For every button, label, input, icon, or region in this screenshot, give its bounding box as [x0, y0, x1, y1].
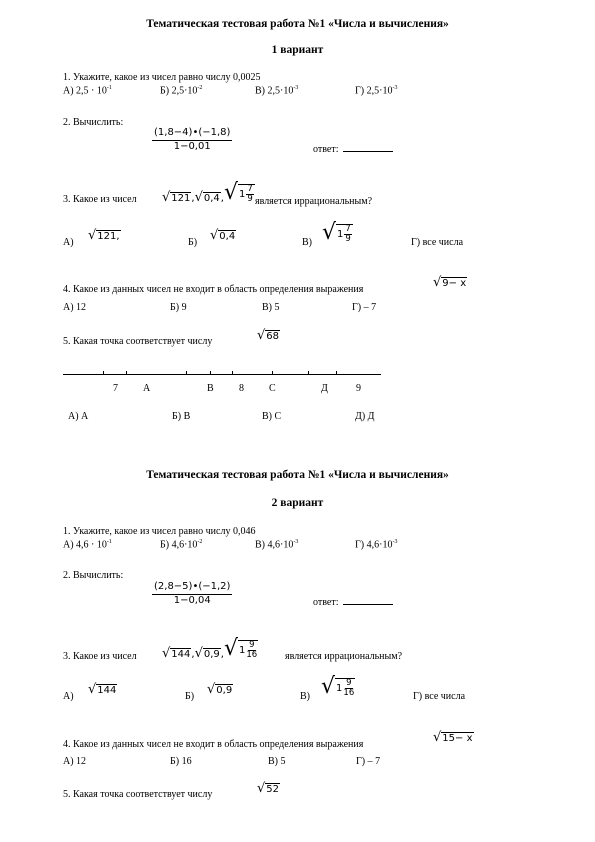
variant2-title: Тематическая тестовая работа №1 «Числа и вычисления» — [146, 469, 449, 481]
v2-q4-option-b: Б) 16 — [170, 756, 192, 767]
v1-tick — [210, 371, 211, 374]
v1-q3-sqrt-2: √ 0,4 — [194, 190, 220, 205]
v1-q3-option-c: √ 1 $\frac{7}{9}$ — [322, 220, 351, 245]
v2-q2-numerator: (2,8−5)•(−1,2) — [152, 581, 232, 595]
v1-q5-text: 5. Какая точка соответствует числу — [63, 336, 213, 347]
v1-tick — [126, 371, 127, 374]
v1-tick — [103, 371, 104, 374]
v1-point-label: Д — [321, 383, 328, 394]
v1-q4-option-a: А) 12 — [63, 302, 87, 313]
v1-q3-option-a-label: А) — [63, 237, 74, 248]
v1-q2-answer: ответ: — [313, 143, 393, 155]
v2-q4-text: 4. Какое из данных чисел не входит в область определения выражения — [63, 739, 364, 750]
v2-q3-option-a: √ 144 — [88, 682, 117, 697]
v2-q4-option-d: Г) – 7 — [356, 756, 381, 767]
v1-q4-expression: √ 9− x — [433, 275, 467, 290]
v1-point-label: 9 — [356, 383, 361, 394]
v1-q5-option-d: Д) Д — [355, 411, 375, 422]
v2-q4-option-c: В) 5 — [268, 756, 286, 767]
v2-q3-sqrt-3: √ 1 $\frac{9}{16}$ — [223, 636, 258, 661]
v1-q1-option-c: В) $2,5\cdot 10^{-3}$ — [255, 85, 299, 97]
v1-tick — [336, 371, 337, 374]
v2-q3-option-a-label: А) — [63, 691, 74, 702]
v2-q1-option-d: Г) $4,6\cdot 10^{-3}$ — [355, 539, 398, 551]
v1-q3-numbers: √ 121 , √ 0,4 , √ 1 $\frac{7}{9}$ — [162, 180, 253, 205]
v2-q1-option-a: А) $4,6 \cdot 10^{-1}$ — [63, 539, 112, 551]
v2-q3-sqrt-1: √ 144 — [162, 646, 191, 661]
v1-tick — [186, 371, 187, 374]
variant2-label: 2 вариант — [271, 497, 324, 509]
v1-point-label: 8 — [239, 383, 244, 394]
v1-q3-option-a: √ 121, — [88, 228, 120, 243]
v1-q3-option-b: √ 0,4 — [210, 228, 236, 243]
v1-point-label: В — [207, 383, 214, 394]
v1-q5-option-a: А) А — [68, 411, 89, 422]
v1-q1-option-b: Б) $2,5\cdot 10^{-2}$ — [160, 85, 203, 97]
v2-q3-option-b: √ 0,9 — [207, 682, 233, 697]
v1-q1-option-a: А) $2,5 \cdot 10^{-1}$ — [63, 85, 112, 97]
v1-q3-sqrt-3: √ 1 $\frac{7}{9}$ — [223, 180, 253, 205]
v2-q1-option-c: В) $4,6\cdot 10^{-3}$ — [255, 539, 299, 551]
v2-q1-option-b: Б) $4,6\cdot 10^{-2}$ — [160, 539, 203, 551]
v1-q2-fraction — [152, 127, 232, 153]
v1-q2-numerator: (1,8−4)•(−1,8) — [152, 127, 232, 141]
v2-q3-option-c-label: В) — [300, 691, 310, 702]
v2-q3-sqrt-2: √ 0,9 — [194, 646, 220, 661]
v1-q4-text: 4. Какое из данных чисел не входит в область определения выражения — [63, 284, 364, 295]
v2-q3-prefix: 3. Какое из чисел — [63, 651, 137, 662]
v1-q4-option-b: Б) 9 — [170, 302, 187, 313]
v2-q3-numbers: √ 144 , √ 0,9 , √ 1 $\frac{9}{16}$ — [162, 636, 258, 661]
v1-q3-suffix: является иррациональным? — [255, 196, 373, 207]
v1-point-label: 7 — [113, 383, 118, 394]
v1-q3-option-c-label: В) — [302, 237, 312, 248]
v1-q3-prefix: 3. Какое из чисел — [63, 194, 137, 205]
v2-q5-sqrt: √ 52 — [257, 781, 280, 796]
v1-tick — [232, 371, 233, 374]
v1-point-label: А — [143, 383, 151, 394]
v1-q5-option-c: В) С — [262, 411, 282, 422]
variant1-label: 1 вариант — [271, 44, 324, 56]
v1-q3-sqrt-1: √ 121 — [162, 190, 191, 205]
v2-q1-text: 1. Укажите, какое из чисел равно числу 0,046 — [63, 526, 256, 537]
v2-q3-option-d: Г) все числа — [413, 691, 466, 702]
v1-number-line — [63, 374, 381, 375]
v1-q2-denominator: 1−0,01 — [173, 140, 211, 152]
v2-q2-label: 2. Вычислить: — [63, 570, 124, 581]
v2-q2-fraction — [152, 581, 232, 607]
v1-q2-label: 2. Вычислить: — [63, 117, 124, 128]
v2-q3-option-b-label: Б) — [185, 691, 195, 702]
v1-q2-answer-blank — [343, 143, 393, 152]
v1-q5-sqrt: √ 68 — [257, 328, 280, 343]
v2-q2-answer-blank — [343, 596, 393, 605]
v2-q3-suffix: является иррациональным? — [285, 651, 403, 662]
v2-q4-expression: √ 15− x — [433, 730, 473, 745]
v1-q4-option-c: В) 5 — [262, 302, 280, 313]
v1-q3-option-d: Г) все числа — [411, 237, 464, 248]
v1-tick — [308, 371, 309, 374]
v2-q4-option-a: А) 12 — [63, 756, 87, 767]
v1-q3-option-b-label: Б) — [188, 237, 198, 248]
v1-q4-option-d: Г) – 7 — [352, 302, 377, 313]
v2-q5-text: 5. Какая точка соответствует числу — [63, 789, 213, 800]
v1-q1-text: 1. Укажите, какое из чисел равно числу 0,0025 — [63, 72, 261, 83]
v2-q3-option-c: √ 1 $\frac{9}{16}$ — [321, 674, 355, 699]
v2-q2-answer: ответ: — [313, 596, 393, 608]
v1-q1-option-d: Г) $2,5\cdot 10^{-3}$ — [355, 85, 398, 97]
v2-q2-denominator: 1−0,04 — [173, 594, 211, 606]
v1-tick — [272, 371, 273, 374]
v1-point-label: С — [269, 383, 276, 394]
v1-q5-option-b: Б) В — [172, 411, 191, 422]
variant1-title: Тематическая тестовая работа №1 «Числа и вычисления» — [146, 18, 449, 30]
